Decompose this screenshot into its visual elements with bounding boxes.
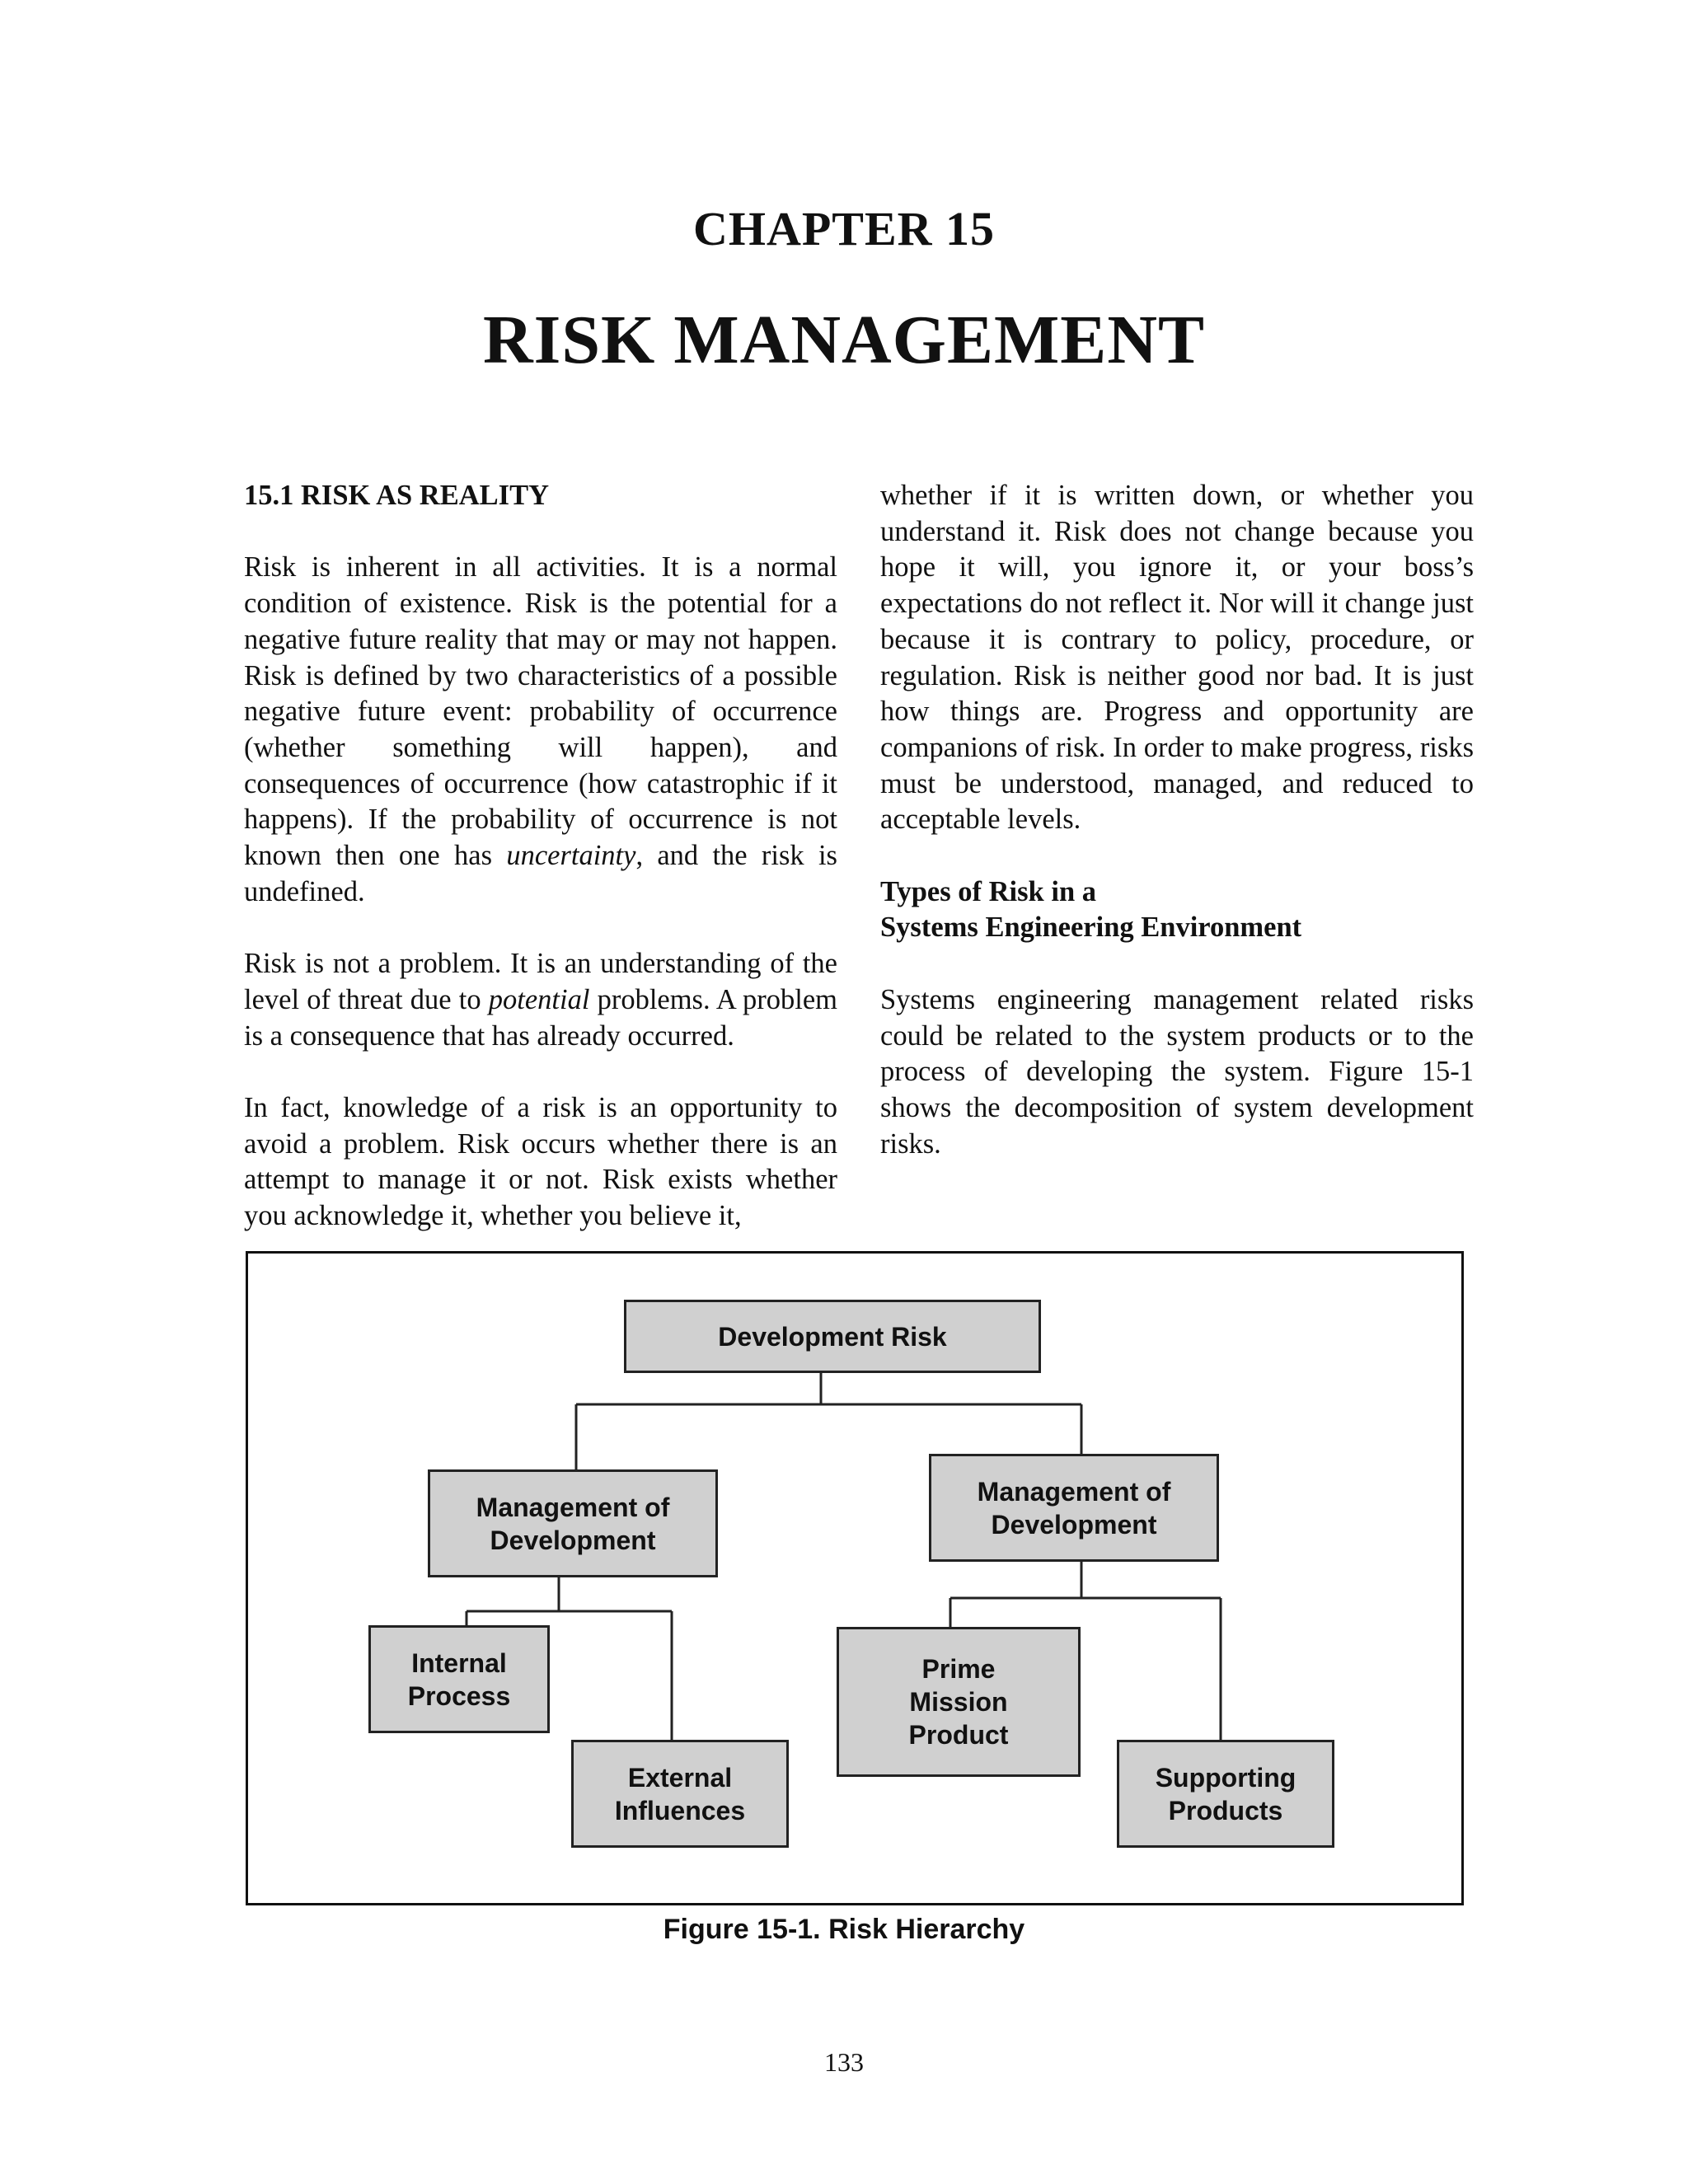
right-column [880, 478, 1474, 1162]
subsection-heading-line: Systems Engineering Environment [880, 912, 1302, 944]
external-influences-node: External Influences [571, 1740, 789, 1848]
page-number: 133 [824, 2047, 864, 2077]
paragraph-text: problems. A problem is a consequence that has already occurred. [244, 983, 837, 1052]
subsection-heading [880, 874, 1474, 946]
chapter-label: CHAPTER 15 [692, 202, 996, 255]
subsection-heading-line: Types of Risk in a [880, 875, 1097, 907]
section-heading: 15.1 RISK AS REALITY [244, 480, 550, 511]
emphasis-text: uncertainty [506, 840, 636, 872]
development-risk-node: Development Risk [624, 1300, 1041, 1373]
paragraph-text: , and the risk is undefined. [244, 840, 837, 907]
paragraph-text: Risk is not a problem. It is an understanding of the level of threat due to [244, 948, 837, 1015]
supporting-products-node: Supporting Products [1117, 1740, 1334, 1848]
left-column [244, 478, 837, 1235]
paragraph [244, 946, 837, 1054]
internal-process-node: Internal Process [368, 1625, 550, 1733]
management-of-development-right-node: Management of Development [929, 1454, 1219, 1562]
paragraph [244, 550, 837, 910]
chapter-title: RISK MANAGEMENT [482, 302, 1206, 378]
management-of-development-left-node: Management of Development [428, 1469, 718, 1577]
prime-mission-product-node: Prime Mission Product [837, 1627, 1081, 1777]
paragraph: Systems engineering management related risks could be related to the system products or to the process of developing the system. Figure 15-1 shows the decomposition of system development risks. [880, 983, 1474, 1160]
paragraph: whether if it is written down, or whether you understand it. Risk does not change because you hope it will, you ignore it, or your boss’s expectations do not reflect it. Nor will it change just because it is contrary to policy, procedure, or regulation. Risk is neither good nor bad. It is just how things are. Progress and opportunity are companions of risk. In order to make progress, risks must be understood, managed, and reduced to acceptable levels. [880, 480, 1474, 836]
figure-frame [246, 1251, 1464, 1905]
figure-caption: Figure 15-1. Risk Hierarchy [663, 1914, 1025, 1945]
emphasis-text: potential [488, 983, 590, 1015]
paragraph: In fact, knowledge of a risk is an opportunity to avoid a problem. Risk occurs whether there is an attempt to manage it or not. Risk exists whether you acknowledge it, whether you believe it, [244, 1091, 837, 1232]
paragraph-text: Risk is inherent in all activities. It is a normal condition of existence. Risk is the potential for a negative future reality that may or may not happen. Risk is defined by two characteristics of a possible negative future event: probability of occurrence (whether something will happen), and consequences of occurrence (how catastrophic if it happens). If the probability of occurrence is not known then one has [244, 551, 837, 872]
